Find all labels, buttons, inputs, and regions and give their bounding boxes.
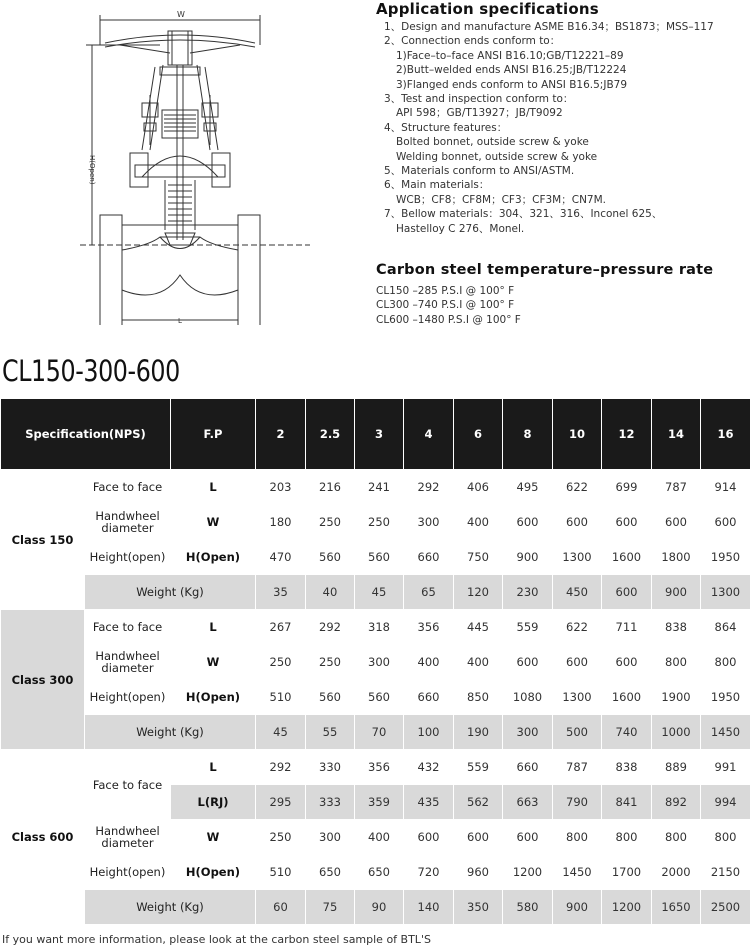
table-row	[1, 610, 750, 645]
value-cell: 356	[404, 610, 454, 645]
value-cell: 250	[256, 820, 306, 855]
value-cell: 800	[652, 820, 701, 855]
class-cell: Class 150	[1, 470, 85, 610]
header-fp: F.P	[171, 399, 256, 470]
value-cell: 292	[306, 610, 355, 645]
value-cell: 1000	[652, 715, 701, 750]
value-cell: 359	[355, 785, 404, 820]
value-cell: 356	[355, 750, 404, 785]
application-item: 2、Connection ends conform to：	[384, 35, 561, 48]
value-cell: 45	[355, 575, 404, 610]
value-cell: 622	[553, 610, 602, 645]
value-cell: 1300	[553, 680, 602, 715]
value-cell: 400	[404, 645, 454, 680]
value-cell: 65	[404, 575, 454, 610]
value-cell: 559	[454, 750, 503, 785]
application-item: API 598；GB/T13927；JB/T9092	[396, 107, 563, 120]
value-cell: 900	[652, 575, 701, 610]
value-cell: 1200	[503, 855, 553, 890]
value-cell: 740	[602, 715, 652, 750]
table-row	[1, 715, 750, 750]
row-label: Weight (Kg)	[85, 575, 256, 610]
header-size: 16	[701, 399, 750, 470]
value-cell: 580	[503, 890, 553, 925]
table-row	[1, 820, 750, 855]
value-cell: 100	[404, 715, 454, 750]
application-item: Bolted bonnet, outside screw & yoke	[396, 136, 589, 149]
value-cell: 90	[355, 890, 404, 925]
value-cell: 250	[355, 505, 404, 540]
table-row	[1, 540, 750, 575]
temperature-item: CL300 –740 P.S.I @ 100° F	[376, 299, 515, 312]
value-cell: 1900	[652, 680, 701, 715]
value-cell: 838	[652, 610, 701, 645]
value-cell: 914	[701, 470, 750, 505]
row-fp: L	[171, 470, 256, 505]
temperature-list	[376, 284, 748, 327]
value-cell: 292	[404, 470, 454, 505]
application-item: 2)Butt–welded ends ANSI B16.25;JB/T12224	[396, 64, 627, 77]
value-cell: 35	[256, 575, 306, 610]
value-cell: 300	[404, 505, 454, 540]
value-cell: 650	[306, 855, 355, 890]
value-cell: 864	[701, 610, 750, 645]
value-cell: 120	[454, 575, 503, 610]
value-cell: 600	[553, 645, 602, 680]
drawing-l-label: L	[178, 317, 182, 325]
value-cell: 1450	[553, 855, 602, 890]
value-cell: 892	[652, 785, 701, 820]
value-cell: 250	[306, 505, 355, 540]
value-cell: 250	[256, 645, 306, 680]
specification-table-wrap	[0, 398, 750, 925]
value-cell: 660	[404, 680, 454, 715]
value-cell: 800	[652, 645, 701, 680]
table-row	[1, 890, 750, 925]
value-cell: 216	[306, 470, 355, 505]
table-header-row	[1, 399, 750, 470]
header-size: 8	[503, 399, 553, 470]
value-cell: 622	[553, 470, 602, 505]
table-body	[1, 470, 750, 925]
row-fp: W	[171, 645, 256, 680]
header-size: 2	[256, 399, 306, 470]
value-cell: 562	[454, 785, 503, 820]
class-cell: Class 600	[1, 750, 85, 925]
value-cell: 2000	[652, 855, 701, 890]
table-row	[1, 750, 750, 785]
value-cell: 1450	[701, 715, 750, 750]
temperature-item: CL150 –285 P.S.I @ 100° F	[376, 285, 515, 297]
application-item: 1)Face–to–face ANSI B16.10;GB/T12221–89	[396, 49, 624, 62]
value-cell: 400	[454, 505, 503, 540]
model-title: CL150-300-600	[2, 354, 180, 388]
value-cell: 600	[553, 505, 602, 540]
value-cell: 600	[503, 505, 553, 540]
table-row	[1, 645, 750, 680]
row-fp: H(Open)	[171, 855, 256, 890]
application-item: 1、Design and manufacture ASME B16.34；BS1873；MSS–117	[384, 21, 714, 33]
value-cell: 495	[503, 470, 553, 505]
drawing-h-label: H(Open)	[88, 155, 96, 185]
application-item: 3、Test and inspection conform to：	[384, 93, 574, 106]
application-list	[376, 20, 748, 236]
value-cell: 1600	[602, 680, 652, 715]
value-cell: 60	[256, 890, 306, 925]
value-cell: 600	[602, 505, 652, 540]
row-label: Handwheel diameter	[85, 645, 171, 680]
value-cell: 1950	[701, 680, 750, 715]
value-cell: 1800	[652, 540, 701, 575]
value-cell: 435	[404, 785, 454, 820]
value-cell: 800	[701, 645, 750, 680]
header-spec: Specification(NPS)	[1, 399, 171, 470]
value-cell: 318	[355, 610, 404, 645]
value-cell: 560	[355, 540, 404, 575]
specification-table	[0, 398, 750, 925]
application-item: WCB；CF8；CF8M；CF3；CF3M；CN7M.	[396, 193, 607, 206]
value-cell: 450	[553, 575, 602, 610]
table-row	[1, 575, 750, 610]
application-specifications	[376, 0, 748, 236]
value-cell: 70	[355, 715, 404, 750]
value-cell: 1950	[701, 540, 750, 575]
value-cell: 1300	[701, 575, 750, 610]
value-cell: 841	[602, 785, 652, 820]
row-label: Weight (Kg)	[85, 715, 256, 750]
value-cell: 660	[404, 540, 454, 575]
value-cell: 560	[306, 680, 355, 715]
row-fp: W	[171, 820, 256, 855]
row-label: Height(open)	[85, 540, 171, 575]
value-cell: 560	[306, 540, 355, 575]
value-cell: 40	[306, 575, 355, 610]
value-cell: 250	[306, 645, 355, 680]
row-label: Handwheel diameter	[85, 820, 171, 855]
value-cell: 1300	[553, 540, 602, 575]
value-cell: 600	[602, 575, 652, 610]
value-cell: 650	[355, 855, 404, 890]
value-cell: 300	[306, 820, 355, 855]
application-item: 5、Materials conform to ANSI/ASTM.	[384, 165, 575, 178]
value-cell: 295	[256, 785, 306, 820]
value-cell: 432	[404, 750, 454, 785]
table-row	[1, 680, 750, 715]
value-cell: 500	[553, 715, 602, 750]
row-fp: W	[171, 505, 256, 540]
application-item: 6、Main materials：	[384, 179, 490, 192]
value-cell: 406	[454, 470, 503, 505]
temperature-title: Carbon steel temperature–pressure rate	[376, 262, 714, 278]
application-item: 7、Bellow materials：304、321、316、Inconel 625、	[384, 208, 663, 221]
application-title: Application specifications	[376, 0, 599, 18]
value-cell: 1080	[503, 680, 553, 715]
header-size: 6	[454, 399, 503, 470]
value-cell: 203	[256, 470, 306, 505]
value-cell: 991	[701, 750, 750, 785]
value-cell: 720	[404, 855, 454, 890]
value-cell: 711	[602, 610, 652, 645]
value-cell: 900	[553, 890, 602, 925]
table-row	[1, 470, 750, 505]
value-cell: 1200	[602, 890, 652, 925]
value-cell: 600	[701, 505, 750, 540]
value-cell: 800	[553, 820, 602, 855]
value-cell: 140	[404, 890, 454, 925]
row-label: Face to face	[85, 750, 171, 820]
value-cell: 560	[355, 680, 404, 715]
value-cell: 2150	[701, 855, 750, 890]
value-cell: 1650	[652, 890, 701, 925]
application-item: Welding bonnet, outside screw & yoke	[396, 150, 598, 163]
row-label: Face to face	[85, 610, 171, 645]
header-size: 10	[553, 399, 602, 470]
header-size: 4	[404, 399, 454, 470]
header-size: 3	[355, 399, 404, 470]
value-cell: 230	[503, 575, 553, 610]
application-item: 4、Structure features：	[384, 121, 508, 134]
value-cell: 190	[454, 715, 503, 750]
value-cell: 2500	[701, 890, 750, 925]
value-cell: 45	[256, 715, 306, 750]
value-cell: 750	[454, 540, 503, 575]
footnote: If you want more information, please look at the carbon steel sample of BTL'S	[2, 933, 431, 946]
value-cell: 800	[701, 820, 750, 855]
header-size: 12	[602, 399, 652, 470]
value-cell: 600	[503, 645, 553, 680]
value-cell: 400	[454, 645, 503, 680]
value-cell: 889	[652, 750, 701, 785]
value-cell: 1700	[602, 855, 652, 890]
value-cell: 660	[503, 750, 553, 785]
value-cell: 470	[256, 540, 306, 575]
temperature-pressure-section	[376, 261, 748, 327]
value-cell: 267	[256, 610, 306, 645]
row-fp: L	[171, 610, 256, 645]
value-cell: 600	[503, 820, 553, 855]
value-cell: 330	[306, 750, 355, 785]
temperature-item: CL600 –1480 P.S.I @ 100° F	[376, 313, 521, 326]
value-cell: 850	[454, 680, 503, 715]
value-cell: 333	[306, 785, 355, 820]
value-cell: 800	[602, 820, 652, 855]
value-cell: 1600	[602, 540, 652, 575]
value-cell: 180	[256, 505, 306, 540]
value-cell: 787	[553, 750, 602, 785]
value-cell: 600	[404, 820, 454, 855]
value-cell: 994	[701, 785, 750, 820]
class-cell: Class 300	[1, 610, 85, 750]
value-cell: 300	[503, 715, 553, 750]
value-cell: 838	[602, 750, 652, 785]
value-cell: 350	[454, 890, 503, 925]
value-cell: 699	[602, 470, 652, 505]
value-cell: 600	[652, 505, 701, 540]
value-cell: 900	[503, 540, 553, 575]
value-cell: 445	[454, 610, 503, 645]
row-label: Height(open)	[85, 680, 171, 715]
globe-valve-drawing	[60, 5, 330, 325]
value-cell: 55	[306, 715, 355, 750]
value-cell: 75	[306, 890, 355, 925]
row-label: Height(open)	[85, 855, 171, 890]
value-cell: 241	[355, 470, 404, 505]
drawing-w-label: W	[177, 10, 185, 19]
value-cell: 600	[454, 820, 503, 855]
header-size: 2.5	[306, 399, 355, 470]
row-fp: H(Open)	[171, 540, 256, 575]
value-cell: 960	[454, 855, 503, 890]
value-cell: 510	[256, 680, 306, 715]
value-cell: 559	[503, 610, 553, 645]
value-cell: 663	[503, 785, 553, 820]
row-label: Weight (Kg)	[85, 890, 256, 925]
value-cell: 790	[553, 785, 602, 820]
application-item: Hastelloy C 276、Monel.	[396, 222, 525, 235]
row-fp: L(RJ)	[171, 785, 256, 820]
row-fp: L	[171, 750, 256, 785]
value-cell: 300	[355, 645, 404, 680]
table-row	[1, 505, 750, 540]
value-cell: 510	[256, 855, 306, 890]
row-label: Face to face	[85, 470, 171, 505]
row-label: Handwheel diameter	[85, 505, 171, 540]
value-cell: 600	[602, 645, 652, 680]
row-fp: H(Open)	[171, 680, 256, 715]
table-row	[1, 855, 750, 890]
header-size: 14	[652, 399, 701, 470]
value-cell: 400	[355, 820, 404, 855]
value-cell: 292	[256, 750, 306, 785]
value-cell: 787	[652, 470, 701, 505]
application-item: 3)Flanged ends conform to ANSI B16.5;JB79	[396, 78, 628, 91]
